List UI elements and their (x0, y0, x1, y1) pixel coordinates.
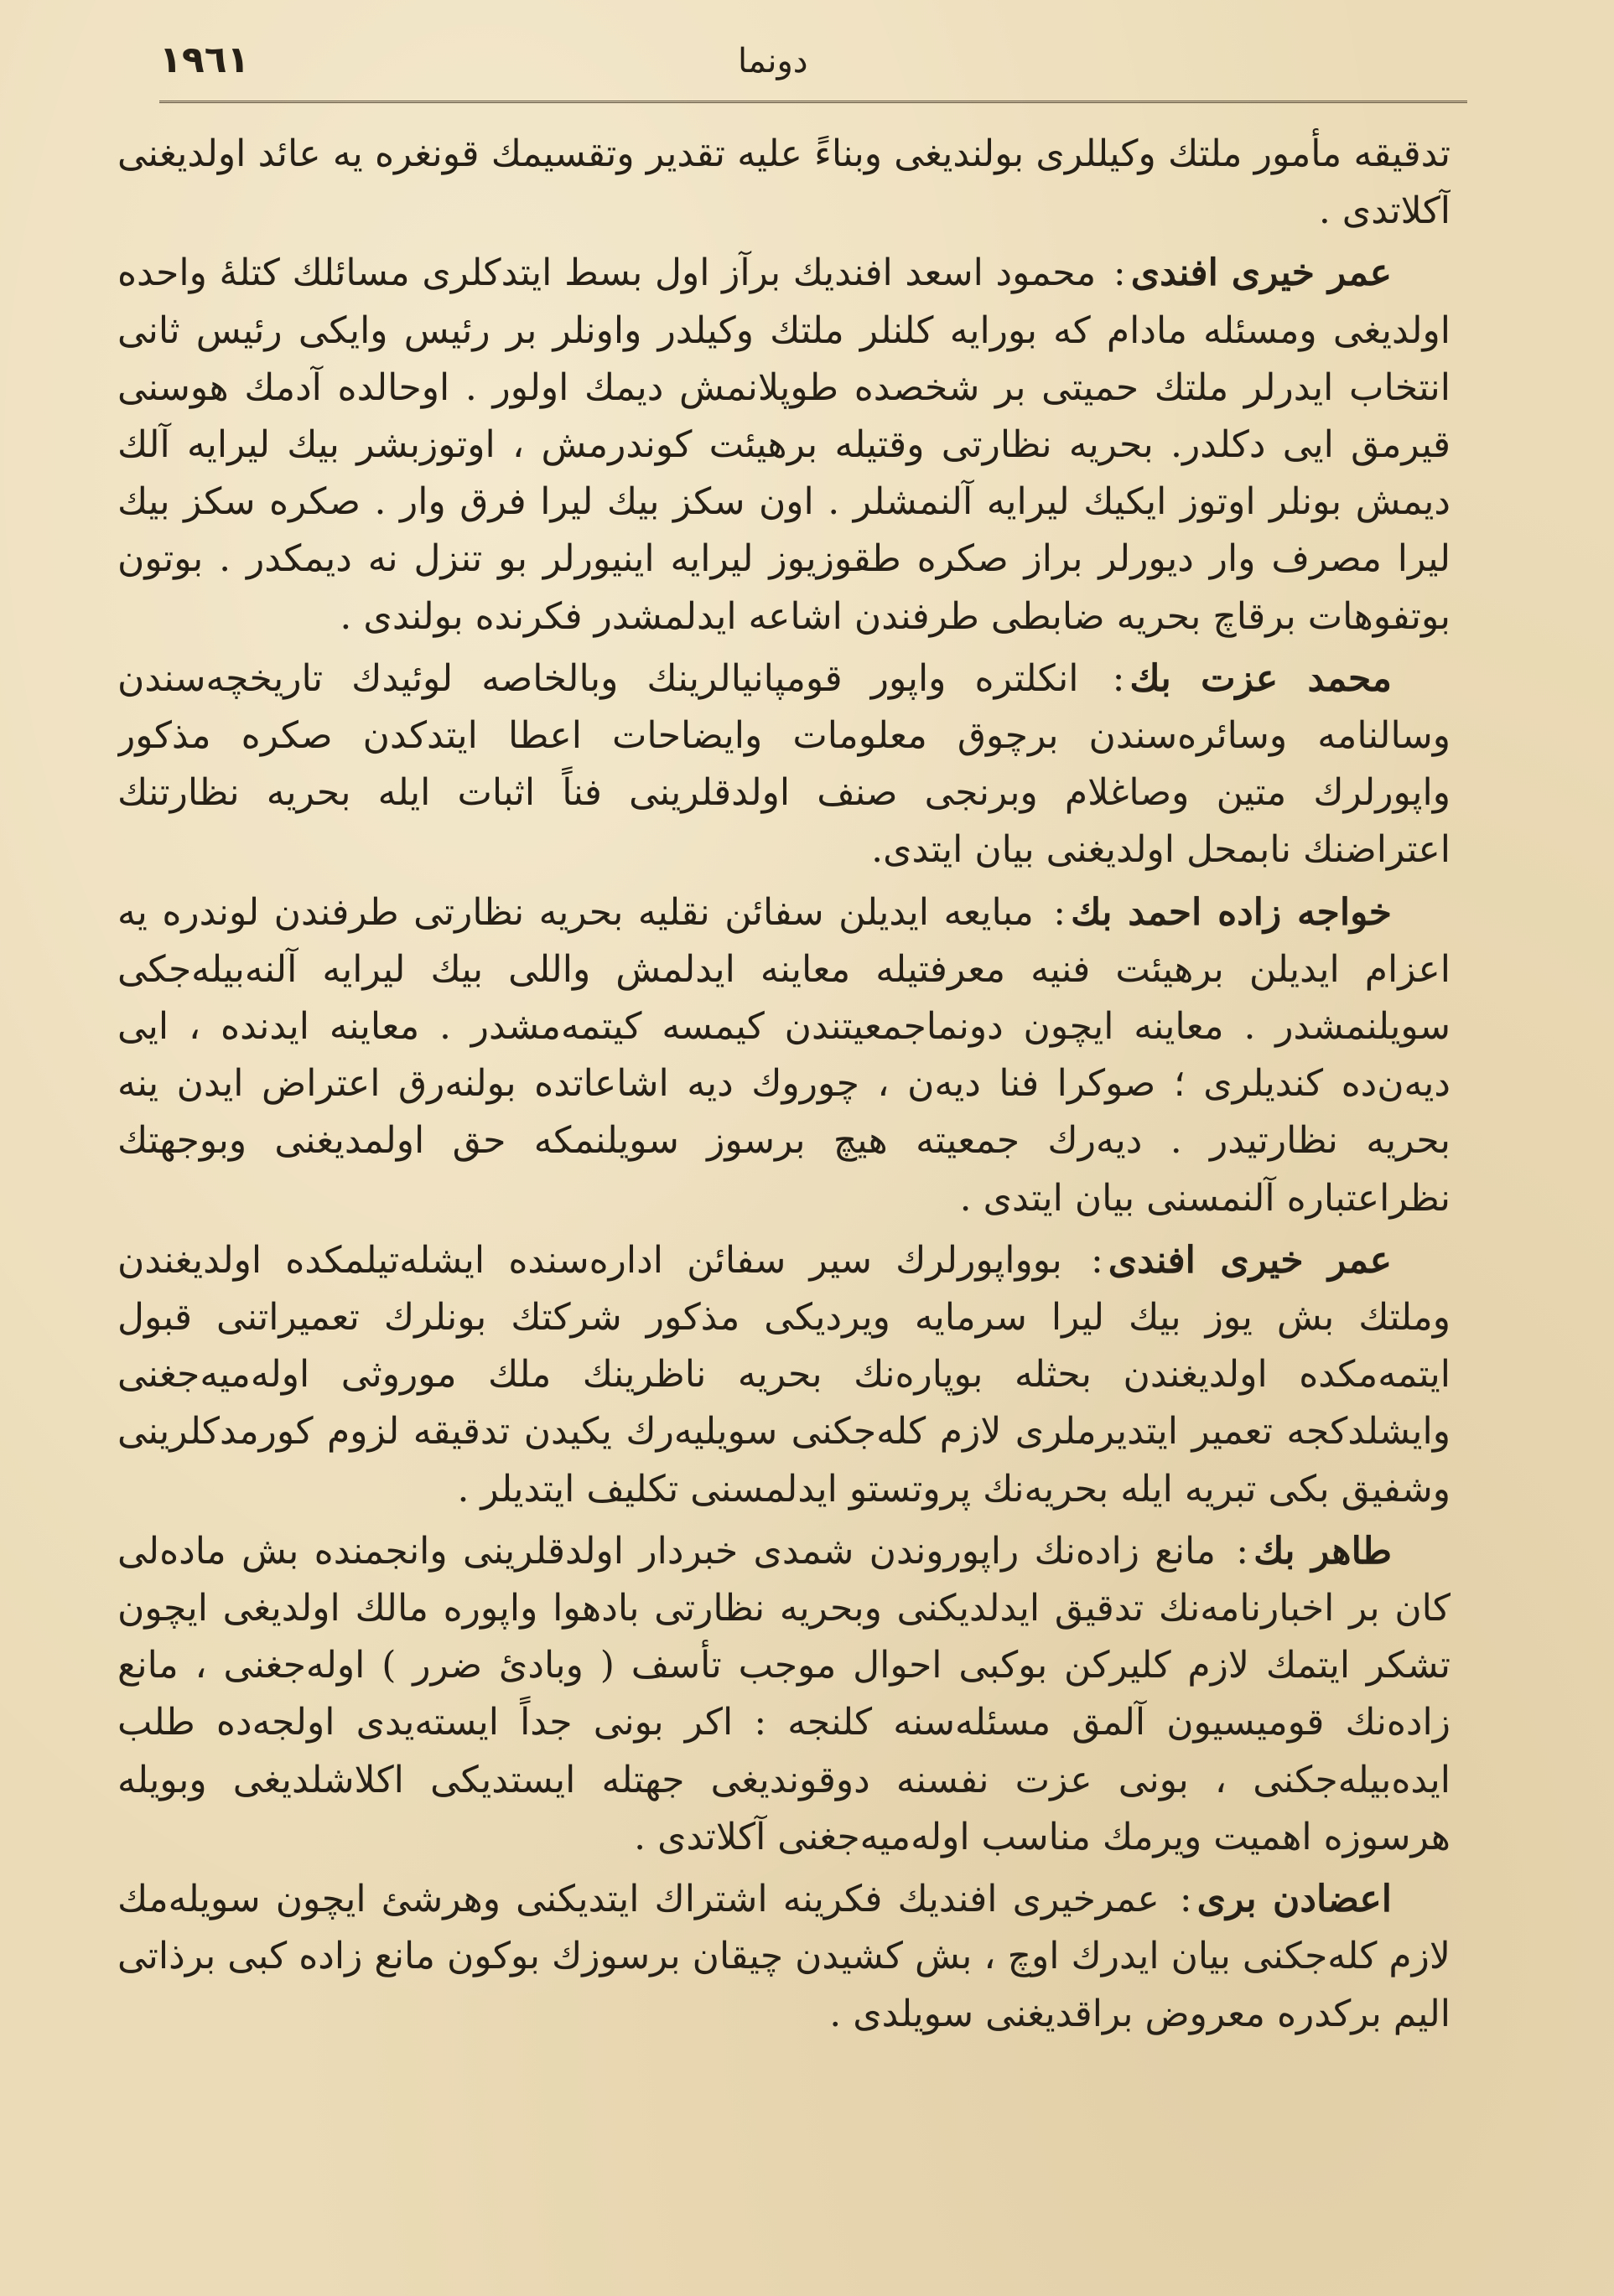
header-rule (159, 101, 1467, 106)
page-number: ١٩٦١ (159, 39, 250, 81)
speaker-separator: : (1112, 656, 1125, 700)
speaker-separator: : (1236, 1529, 1249, 1573)
speaker-name: اعضادن بری (1196, 1878, 1392, 1921)
paragraph (117, 1232, 1451, 1518)
speaker-separator: : (1090, 1238, 1103, 1282)
speaker-separator: : (1113, 251, 1126, 295)
page-header (101, 34, 1467, 92)
paragraph-text: تدقيقه مأمور ملتك وكيللری بولنديغی وبناءً عليه تقدير وتقسيمك قونغره يه عائد اولديغنی آكلاتدی . (117, 132, 1451, 233)
speaker-separator: : (1179, 1878, 1192, 1921)
paragraph-text: عمرخيری افنديك فكرينه اشتراك ايتديكنی وهرشئ ايچون سويله‌مك لازم كله‌جكنی بيان ايدرك اوچ ، بش كشيدن چيقان برسوزك بوكون مانع زاده كبی برذاتی اليم بركدره معروض براقديغنی سويلدی . (117, 1878, 1451, 2035)
paragraph (117, 1871, 1451, 2043)
paragraph-text: بوواپورلرك سير سفائن اداره‌سنده ايشله‌تيلمكده اولديغندن وملتك بش يوز بيك ليرا سرمايه ويرديكی مذكور شركتك بونلرك تعميراتنی قبول ايتمه‌مكده اولديغندن بحثله بوپاره‌نك بحريه ناظرينك ملك موروثی اوله‌ميه‌جغنی وايشلدكجه تعمير ايتديرملری لازم كله‌جكنی سويليه‌رك يكيدن تدقيقه لزوم كورمدكلرينی وشفيق بكی تبريه ايله بحريه‌نك پروتستو ايدلمسنی تكليف ايتديلر . (117, 1238, 1451, 1511)
paragraph (117, 884, 1451, 1227)
paragraph (117, 126, 1451, 240)
document-body (117, 126, 1451, 2255)
speaker-separator: : (1053, 890, 1066, 934)
running-head: دونما (738, 42, 808, 80)
speaker-name: محمد عزت بك (1129, 656, 1392, 700)
speaker-name: عمر خيری افندی (1130, 251, 1392, 295)
paragraph-text: مانع زاده‌نك راپوروندن شمدی خبردار اولدقلرينی وانجمنده بش ماده‌لی كان بر اخبارنامه‌نك تدقيق ايدلديكنی وبحريه نظارتی بادهوا واپوره مالك اولديغی ايچون تشكر ايتمك لازم كليركن بوكبی احوال موجب تأسف ( وبادئ ضرر ) اوله‌جغنی ، مانع زاده‌نك قوميسيون آلمق مسئله‌سنه كلنجه : اكر بونی جداً ايسته‌يدی اولجه‌ده طلب ايده‌بيله‌جكنی ، بونی عزت نفسنه دوقونديغی جهتله ايستديكی اكلاشلديغی وبويله هرسوزه اهميت ويرمك مناسب اوله‌ميه‌جغنی آكلاتدی . (117, 1529, 1451, 1858)
paragraph (117, 245, 1451, 645)
paragraph (117, 1523, 1451, 1866)
paragraph-text: انكلتره واپور قومپانيالرينك وبالخاصه لوئيدك تاريخچه‌سندن وسالنامه وسائره‌سندن برچوق معلومات وايضاحات اعطا ايتدكدن صكره مذكور واپورلرك متين وصاغلام وبرنجی صنف اولدقلرينی فناً اثبات ايله بحريه نظارتنك اعتراضنك نابمحل اولديغنی بيان ايتدی. (117, 656, 1451, 872)
paragraph-text: محمود اسعد افنديك برآز اول بسط ايتدكلری مسائلك كتلهٔ واحده اولديغی ومسئله مادام كه بورايه كلنلر ملتك وكيلدر واونلر بر رئيس وايكی رئيس ثانی انتخاب ايدرلر ملتك حميتی بر شخصده طوپلانمش ديمك اولور . اوحالده آدمك هوسنی قيرمق ايی دكلدر. بحريه نظارتی وقتيله برهيئت كوندرمش ، اوتوزبشر بيك ليرايه آلك ديمش بونلر اوتوز ايكيك ليرايه آلنمشلر . اون سكز بيك ليرا فرق وار . صكره سكز بيك ليرا مصرف وار ديورلر براز صكره طقوزيوز ليرايه اينيورلر بو تنزل نه ديمكدر . بوتون بوتفوهات برقاچ بحريه ضابطی طرفندن اشاعه ايدلمشدر فكرنده بولندی . (117, 251, 1451, 638)
paragraph-text: مبايعه ايديلن سفائن نقليه بحريه نظارتی طرفندن لوندره يه اعزام ايديلن برهيئت فنيه معرفتيله معاينه ايدلمش واللی بيك ليرايه آلنه‌بيله‌جكی سويلنمشدر . معاينه ايچون دونماجمعيتندن كيمسه كيتمه‌مشدر . معاينه ايدنده ، ايی ديه‌ن‌ده كنديلری ؛ صوكرا فنا ديه‌ن ، چوروك ديه اشاعاتده بولنه‌رق اعتراض ايدن ينه بحريه نظارتيدر . ديه‌رك جمعيته هيچ برسوز سويلنمكه حق اولمديغنی وبوجهتك نظراعتباره آلنمسنی بيان ايتدی . (117, 890, 1451, 1220)
speaker-name: خواجه زاده احمد بك (1071, 890, 1392, 934)
paragraph (117, 650, 1451, 879)
speaker-name: عمر خيری افندی (1108, 1238, 1392, 1282)
speaker-name: طاهر بك (1253, 1529, 1392, 1573)
